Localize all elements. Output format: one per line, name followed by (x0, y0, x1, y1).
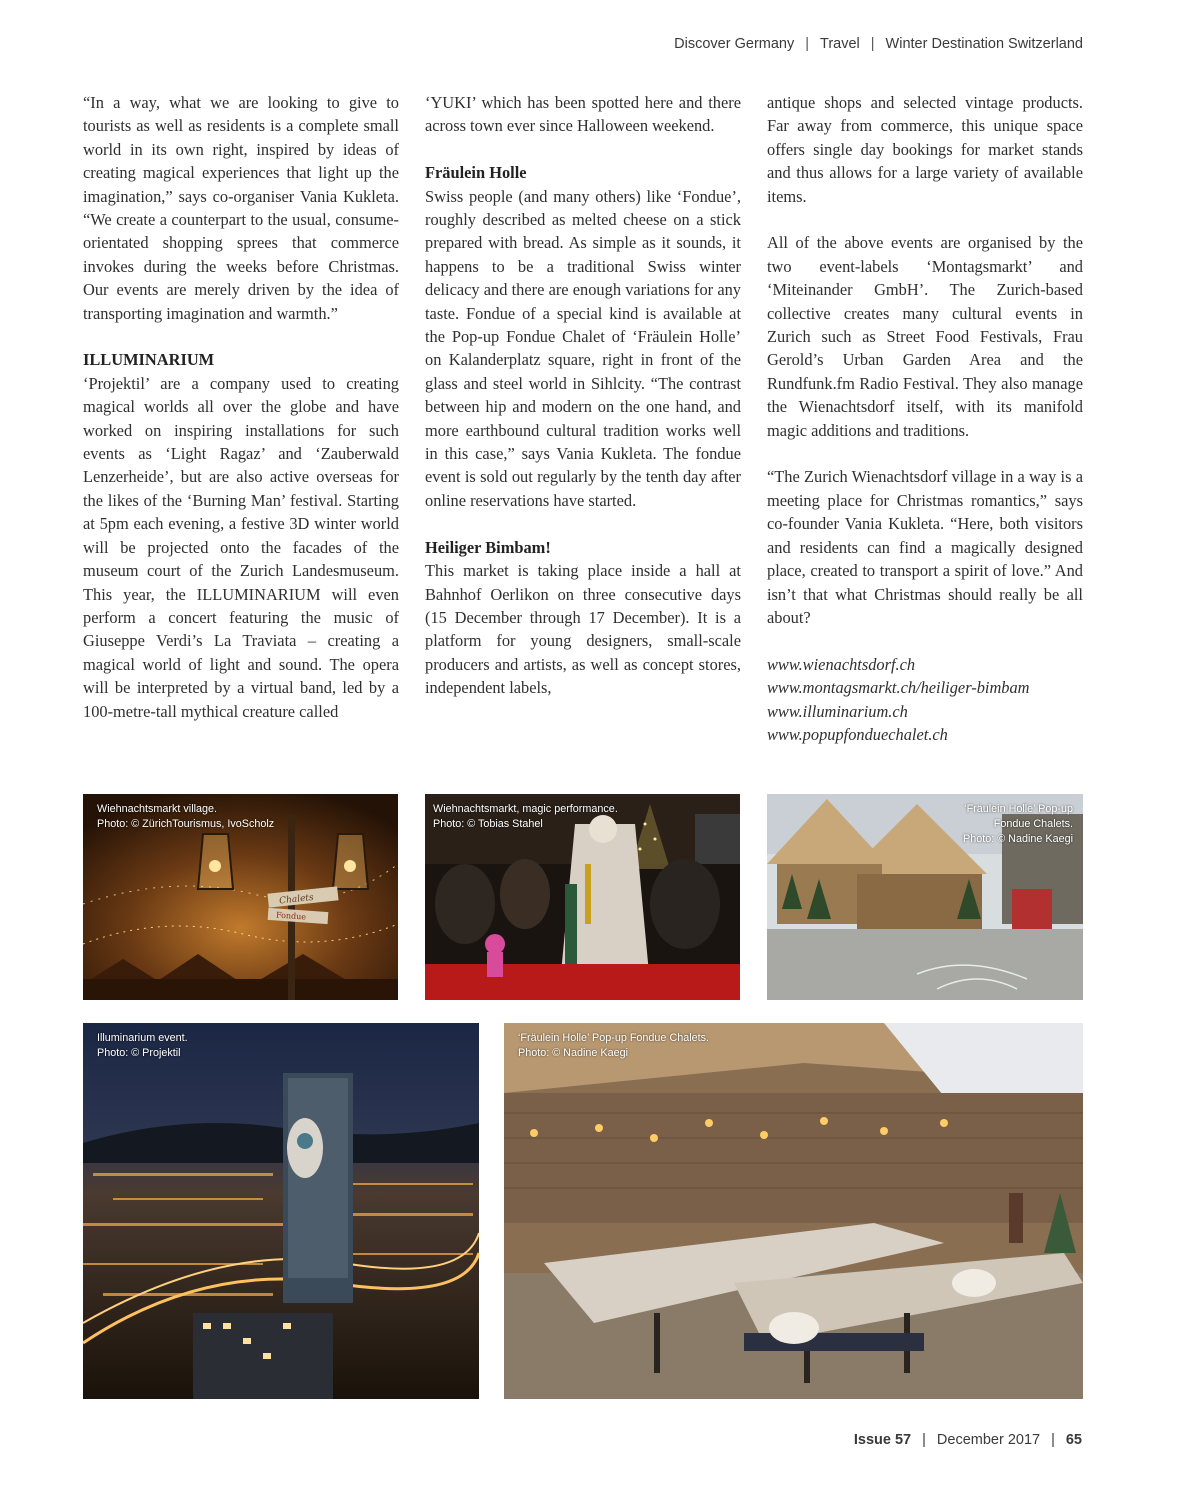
paragraph: Swiss people (and many others) like ‘Fondue’, roughly described as melted cheese on a stick prepared with bread. As simple as it sounds, it happens to be a traditional Swiss winter delicacy and there are enough variations for any taste. Fondue of a special kind is available at the Pop-up Fondue Chalet of ‘Fräulein Holle’ on Kalanderplatz square, right in front of the glass and steel world in Sihlcity. “The contrast between hip and modern on the one hand, and more earthbound cultural tradition works well in this case,” says Vania Kukleta. The fondue event is sold out regularly by the tenth day after online reservations have started. (425, 186, 741, 510)
photo-christmas-market (83, 794, 398, 1000)
footer-issue: Issue 57 (853, 1432, 912, 1448)
header-separator: | (870, 36, 875, 52)
paragraph: This market is taking place inside a hall at Bahnhof Oerlikon on three consecutive days (15 December through 17 December). It is a platform for young designers, small-scale producers and artists, as well as concept stores, independent labels, (425, 561, 741, 698)
section-heading-illuminarium: ILLUMINARIUM (83, 350, 215, 370)
paragraph: All of the above events are organised by the two event-labels ‘Montagsmarkt’ and ‘Miteinander GmbH’. The Zurich-based collective creates many cultural events in Zurich such as Street Food Festivals, Frau Gerold’s Urban Garden Area and the Rundfunk.fm Radio Festival. They also manage the Wienachtsdorf itself, with its manifold magic additions and traditions. (767, 233, 1083, 440)
link-list (767, 653, 1083, 747)
paragraph: “In a way, what we are looking to give to tourists as well as residents is a complete small world in its own right, inspired by ideas of creating magical experiences that light up the imagination,” says co-organiser Vania Kukleta. “We create a counterpart to the usual, consume-orientated shopping sprees that commerce invokes during the weeks before Christmas. Our events are merely driven by the idea of transporting imagination and warmth.” (83, 93, 399, 323)
photo-caption: Wiehnachtsmarkt, magic performance. Photo: © Tobias Stahel (433, 803, 618, 830)
header-section: Travel (820, 36, 860, 52)
chalet-interior-image (504, 1023, 1083, 1399)
photo-illuminarium-city (83, 1023, 479, 1399)
header-magazine: Discover Germany (674, 36, 795, 52)
footer-date: December 2017 (936, 1432, 1041, 1448)
link-illuminarium[interactable]: www.illuminarium.ch (767, 701, 908, 721)
photo-magic-performance (425, 794, 740, 1000)
text-column-3 (767, 91, 1083, 746)
page-number: 65 (1065, 1432, 1082, 1448)
photo-caption: Illuminarium event. Photo: © Projektil (97, 1032, 188, 1059)
header-separator: | (805, 36, 810, 52)
paragraph: antique shops and selected vintage products. Far away from commerce, this unique space offers single day bookings for market stands and thus allows for a large variety of available items. (767, 93, 1083, 206)
running-header (674, 36, 1083, 52)
photo-caption: Wiehnachtsmarkt village. Photo: © ZürichTourismus, IvoScholz (97, 803, 275, 830)
footer-separator: | (922, 1432, 926, 1448)
text-column-2 (425, 91, 741, 700)
photo-chalet-interior (504, 1023, 1083, 1399)
photo-chalet-exterior (767, 794, 1083, 1000)
link-popupfonduechalet[interactable]: www.popupfonduechalet.ch (767, 724, 948, 744)
sign-chalets: Chalets (278, 892, 315, 907)
header-topic: Winter Destination Switzerland (885, 36, 1083, 52)
illuminarium-city-image (83, 1023, 479, 1399)
paragraph: ‘Projektil’ are a company used to creating magical worlds all over the globe and have worked on inspiring installations for such events as ‘Light Ragaz’ and ‘Zauberwald Lenzerheide’, but are also active overseas for the likes of the ‘Burning Man’ festival. Starting at 5pm each evening, a festive 3D winter world will be projected onto the facades of the museum court of the Zurich Landesmuseum. This year, the ILLUMINARIUM will even perform a concert featuring the music of Giuseppe Verdi’s La Traviata – creating a magical world of light and sound. The opera will be interpreted by a virtual band, led by a 100-metre-tall mythical creature called (83, 373, 399, 721)
text-column-1 (83, 91, 399, 723)
photo-caption: ‘Fräulein Holle’ Pop-up Fondue Chalets. Photo: © Nadine Kaegi (963, 803, 1073, 845)
paragraph: ‘YUKI’ which has been spotted here and there across town ever since Halloween weekend. (425, 93, 741, 136)
paragraph: “The Zurich Wienachtsdorf village in a way is a meeting place for Christmas romantics,” says co-founder Vania Kukleta. “Here, both visitors and residents can find a magically designed place, created to transport a spirit of love.” And isn’t that what Christmas should really be all about? (767, 467, 1083, 627)
sign-fondue: Fondue (275, 910, 307, 922)
page-footer (854, 1432, 1082, 1448)
section-heading-heiliger-bimbam: Heiliger Bimbam! (425, 537, 551, 557)
footer-separator: | (1051, 1432, 1055, 1448)
link-montagsmarkt[interactable]: www.montagsmarkt.ch/heiliger-bimbam (767, 678, 1030, 698)
link-wienachtsdorf[interactable]: www.wienachtsdorf.ch (767, 654, 916, 674)
photo-caption: ‘Fräulein Holle’ Pop-up Fondue Chalets. Photo: © Nadine Kaegi (518, 1032, 710, 1059)
section-heading-fraulein-holle: Fräulein Holle (425, 163, 527, 183)
